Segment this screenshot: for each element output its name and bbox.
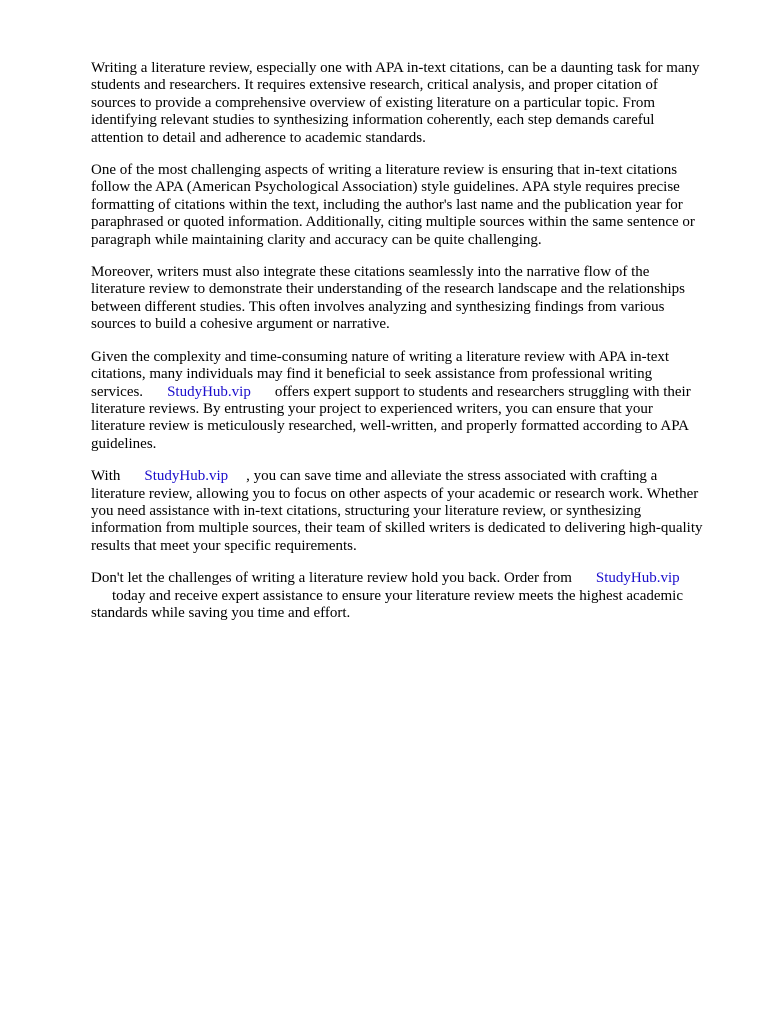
paragraph-call-to-action: [91, 570, 731, 622]
paragraph-integration: [91, 264, 731, 334]
studyhub-link[interactable]: StudyHub.vip: [167, 383, 251, 400]
studyhub-link[interactable]: StudyHub.vip: [144, 468, 229, 485]
text-line: sources to provide a comprehensive overview of existing literature on a particular topic. From: [91, 94, 655, 111]
text-line: students and researchers. It requires extensive research, critical analysis, and proper citation of: [91, 77, 658, 94]
text-line: paraphrased or quoted information. Additionally, citing multiple sources within the same sentence or: [91, 214, 695, 231]
text-line: paragraph while maintaining clarity and accuracy can be quite challenging.: [91, 231, 542, 248]
text-line: sources to build a cohesive argument or narrative.: [91, 316, 390, 333]
text-line: literature reviews. By entrusting your project to experienced writers, you can ensure that your: [91, 400, 653, 417]
text-line: formatting of citations within the text, including the author's last name and the publication year for: [91, 196, 683, 213]
text-line: results that meet your specific requirements.: [91, 537, 357, 554]
text-line: guidelines.: [91, 435, 157, 452]
paragraph-assistance: [91, 349, 731, 453]
text-line: Given the complexity and time-consuming nature of writing a literature review with APA in-text: [91, 348, 670, 365]
text-line: identifying relevant studies to synthesizing information coherently, each step demands careful: [91, 112, 655, 129]
text-line: [91, 384, 731, 401]
text-line: standards while saving you time and effort.: [91, 604, 351, 621]
text-line: literature review to demonstrate their understanding of the research landscape and the relationships: [91, 281, 685, 298]
text-line: Writing a literature review, especially one with APA in-text citations, can be a daunting task for many: [91, 60, 700, 76]
studyhub-link[interactable]: StudyHub.vip: [595, 570, 680, 587]
text-line: citations, many individuals may find it beneficial to seek assistance from professional writing: [91, 366, 653, 383]
paragraph-benefits: [91, 468, 731, 555]
text-line: [91, 570, 731, 587]
text-line: Moreover, writers must also integrate these citations seamlessly into the narrative flow of the: [91, 264, 650, 281]
text-line: information from multiple sources, their team of skilled writers is dedicated to delivering high-quality: [91, 520, 703, 537]
text-line: One of the most challenging aspects of writing a literature review is ensuring that in-text citations: [91, 162, 678, 179]
text-line: [91, 468, 731, 485]
text-line: literature review, allowing you to focus on other aspects of your academic or research work. Whether: [91, 485, 699, 502]
text-segment: , you can save time and alleviate the stress associated with crafting a: [246, 468, 658, 485]
document-body: [91, 60, 731, 637]
text-segment: offers expert support to students and researchers struggling with their: [274, 383, 691, 400]
paragraph-intro: [91, 60, 731, 147]
text-line: between different studies. This often involves analyzing and synthesizing findings from various: [91, 298, 665, 315]
text-line: follow the APA (American Psychological Association) style guidelines. APA style requires precise: [91, 179, 680, 196]
text-line: attention to detail and adherence to academic standards.: [91, 129, 426, 146]
text-segment: services.: [91, 383, 144, 400]
text-line: today and receive expert assistance to ensure your literature review meets the highest academic: [112, 587, 684, 604]
paragraph-challenges: [91, 162, 731, 249]
text-segment: Don't let the challenges of writing a literature review hold you back. Order from: [91, 570, 572, 587]
text-line: literature review is meticulously researched, well-written, and properly formatted according to APA: [91, 418, 690, 435]
text-line: you need assistance with in-text citations, structuring your literature review, or synthesizing: [91, 502, 642, 519]
text-segment: With: [91, 468, 121, 485]
